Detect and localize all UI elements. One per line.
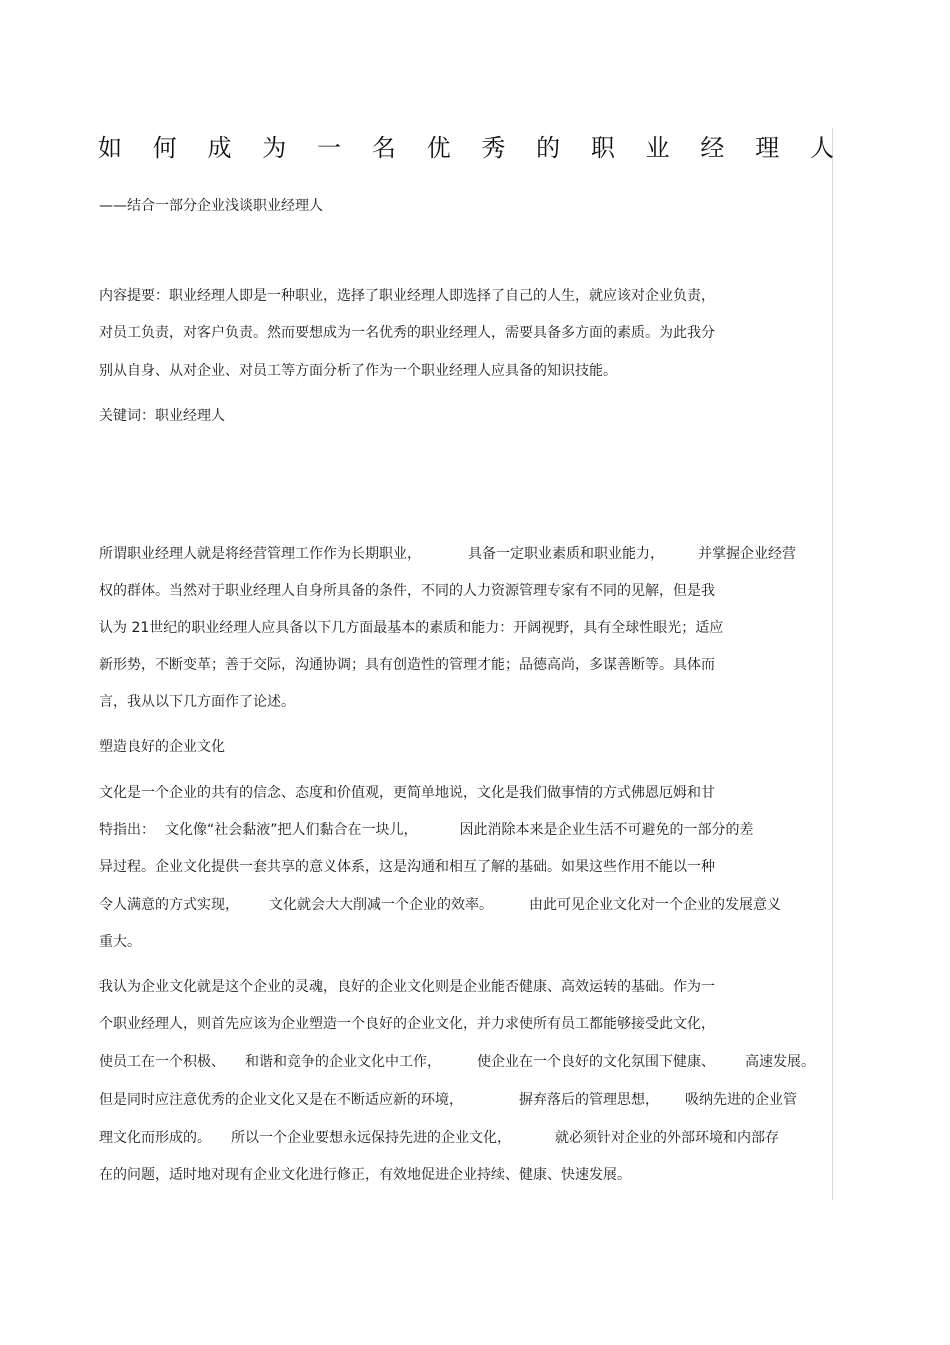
text-segment: 文化像“社会黏液”把人们黏合在一块儿， <box>165 822 418 838</box>
text-segment: 所谓职业经理人就是将经营管理工作作为长期职业， <box>99 546 421 562</box>
body-line: 我认为企业文化就是这个企业的灵魂，良好的企业文化则是企业能否健康、高效运转的基础。作为一 <box>99 979 715 995</box>
document-title <box>98 128 834 162</box>
body-line <box>99 895 781 915</box>
title-char: 名 <box>371 133 396 162</box>
body-line <box>99 1052 815 1072</box>
title-char: 如 <box>98 133 122 162</box>
abstract-line: 对员工负责，对客户负责。然而要想成为一名优秀的职业经理人，需要具备多方面的素质。为此我分 <box>99 325 715 341</box>
text-segment: 使企业在一个良好的文化氛围下健康、 <box>477 1054 715 1070</box>
body-line: 新形势，不断变革；善于交际，沟通协调；具有创造性的管理才能；品德高尚，多谋善断等。具体而 <box>99 657 715 673</box>
section-heading: 塑造良好的企业文化 <box>99 739 225 755</box>
title-char: 成 <box>207 133 232 162</box>
body-line: 认为 21世纪的职业经理人应具备以下几方面最基本的素质和能力：开阔视野，具有全球性眼光；适应 <box>99 620 724 636</box>
text-segment: 就必须针对企业的外部环境和内部存 <box>555 1130 779 1146</box>
text-segment: 但是同时应注意优秀的企业文化又是在不断适应新的环境， <box>99 1092 463 1108</box>
title-char: 为 <box>262 133 287 162</box>
text-segment: 令人满意的方式实现， <box>99 897 239 913</box>
title-char: 经 <box>700 133 725 162</box>
text-segment: 并掌握企业经营 <box>698 546 796 562</box>
text-segment: 吸纳先进的企业管 <box>685 1092 797 1108</box>
subtitle: ——结合一部分企业浅谈职业经理人 <box>99 198 323 214</box>
title-char: 职 <box>590 133 615 162</box>
body-line: 个职业经理人，则首先应该为企业塑造一个良好的企业文化，并力求使所有员工都能够接受此文化， <box>99 1016 715 1032</box>
text-segment: 因此消除本来是企业生活不可避免的一部分的差 <box>459 822 754 838</box>
abstract-line: 内容提要：职业经理人即是一种职业，选择了职业经理人即选择了自己的人生，就应该对企业负责， <box>99 288 715 304</box>
body-line <box>99 544 796 564</box>
text-segment: 理文化而形成的。 <box>99 1130 211 1146</box>
body-line <box>99 1128 779 1148</box>
text-segment: 由此可见企业文化对一个企业的发展意义 <box>529 897 781 913</box>
title-char: 秀 <box>481 133 506 162</box>
text-segment: 所以一个企业要想永远保持先进的企业文化， <box>231 1130 511 1146</box>
title-char: 人 <box>809 133 834 162</box>
keywords: 关键词：职业经理人 <box>99 408 225 424</box>
title-char: 优 <box>426 133 451 162</box>
body-line: 文化是一个企业的共有的信念、态度和价值观，更简单地说，文化是我们做事情的方式佛恩厄姆和甘 <box>99 785 715 801</box>
body-line: 权的群体。当然对于职业经理人自身所具备的条件，不同的人力资源管理专家有不同的见解，但是我 <box>99 583 715 599</box>
body-line: 重大。 <box>99 934 141 950</box>
text-segment: 高速发展。 <box>745 1054 815 1070</box>
text-segment: 使员工在一个积极、 <box>99 1054 225 1070</box>
title-char: 业 <box>645 133 670 162</box>
title-char: 一 <box>317 133 342 162</box>
body-line: 言，我从以下几方面作了论述。 <box>99 694 295 710</box>
title-char: 理 <box>755 133 780 162</box>
abstract-line: 别从自身、从对企业、对员工等方面分析了作为一个职业经理人应具备的知识技能。 <box>99 363 617 379</box>
body-line <box>99 1090 797 1110</box>
text-segment: 摒弃落后的管理思想， <box>519 1092 659 1108</box>
text-segment: 和谐和竞争的企业文化中工作， <box>245 1054 441 1070</box>
text-segment: 具备一定职业素质和职业能力， <box>468 546 664 562</box>
page-edge-rule <box>832 128 833 1200</box>
body-line <box>99 820 754 840</box>
body-line: 异过程。企业文化提供一套共享的意义体系，这是沟通和相互了解的基础。如果这些作用不能以一种 <box>99 859 715 875</box>
text-segment: 文化就会大大削减一个企业的效率。 <box>269 897 493 913</box>
title-char: 的 <box>536 133 561 162</box>
body-line: 在的问题，适时地对现有企业文化进行修正，有效地促进企业持续、健康、快速发展。 <box>99 1167 631 1183</box>
title-char: 何 <box>152 133 177 162</box>
text-segment: 特指出： <box>99 822 155 838</box>
